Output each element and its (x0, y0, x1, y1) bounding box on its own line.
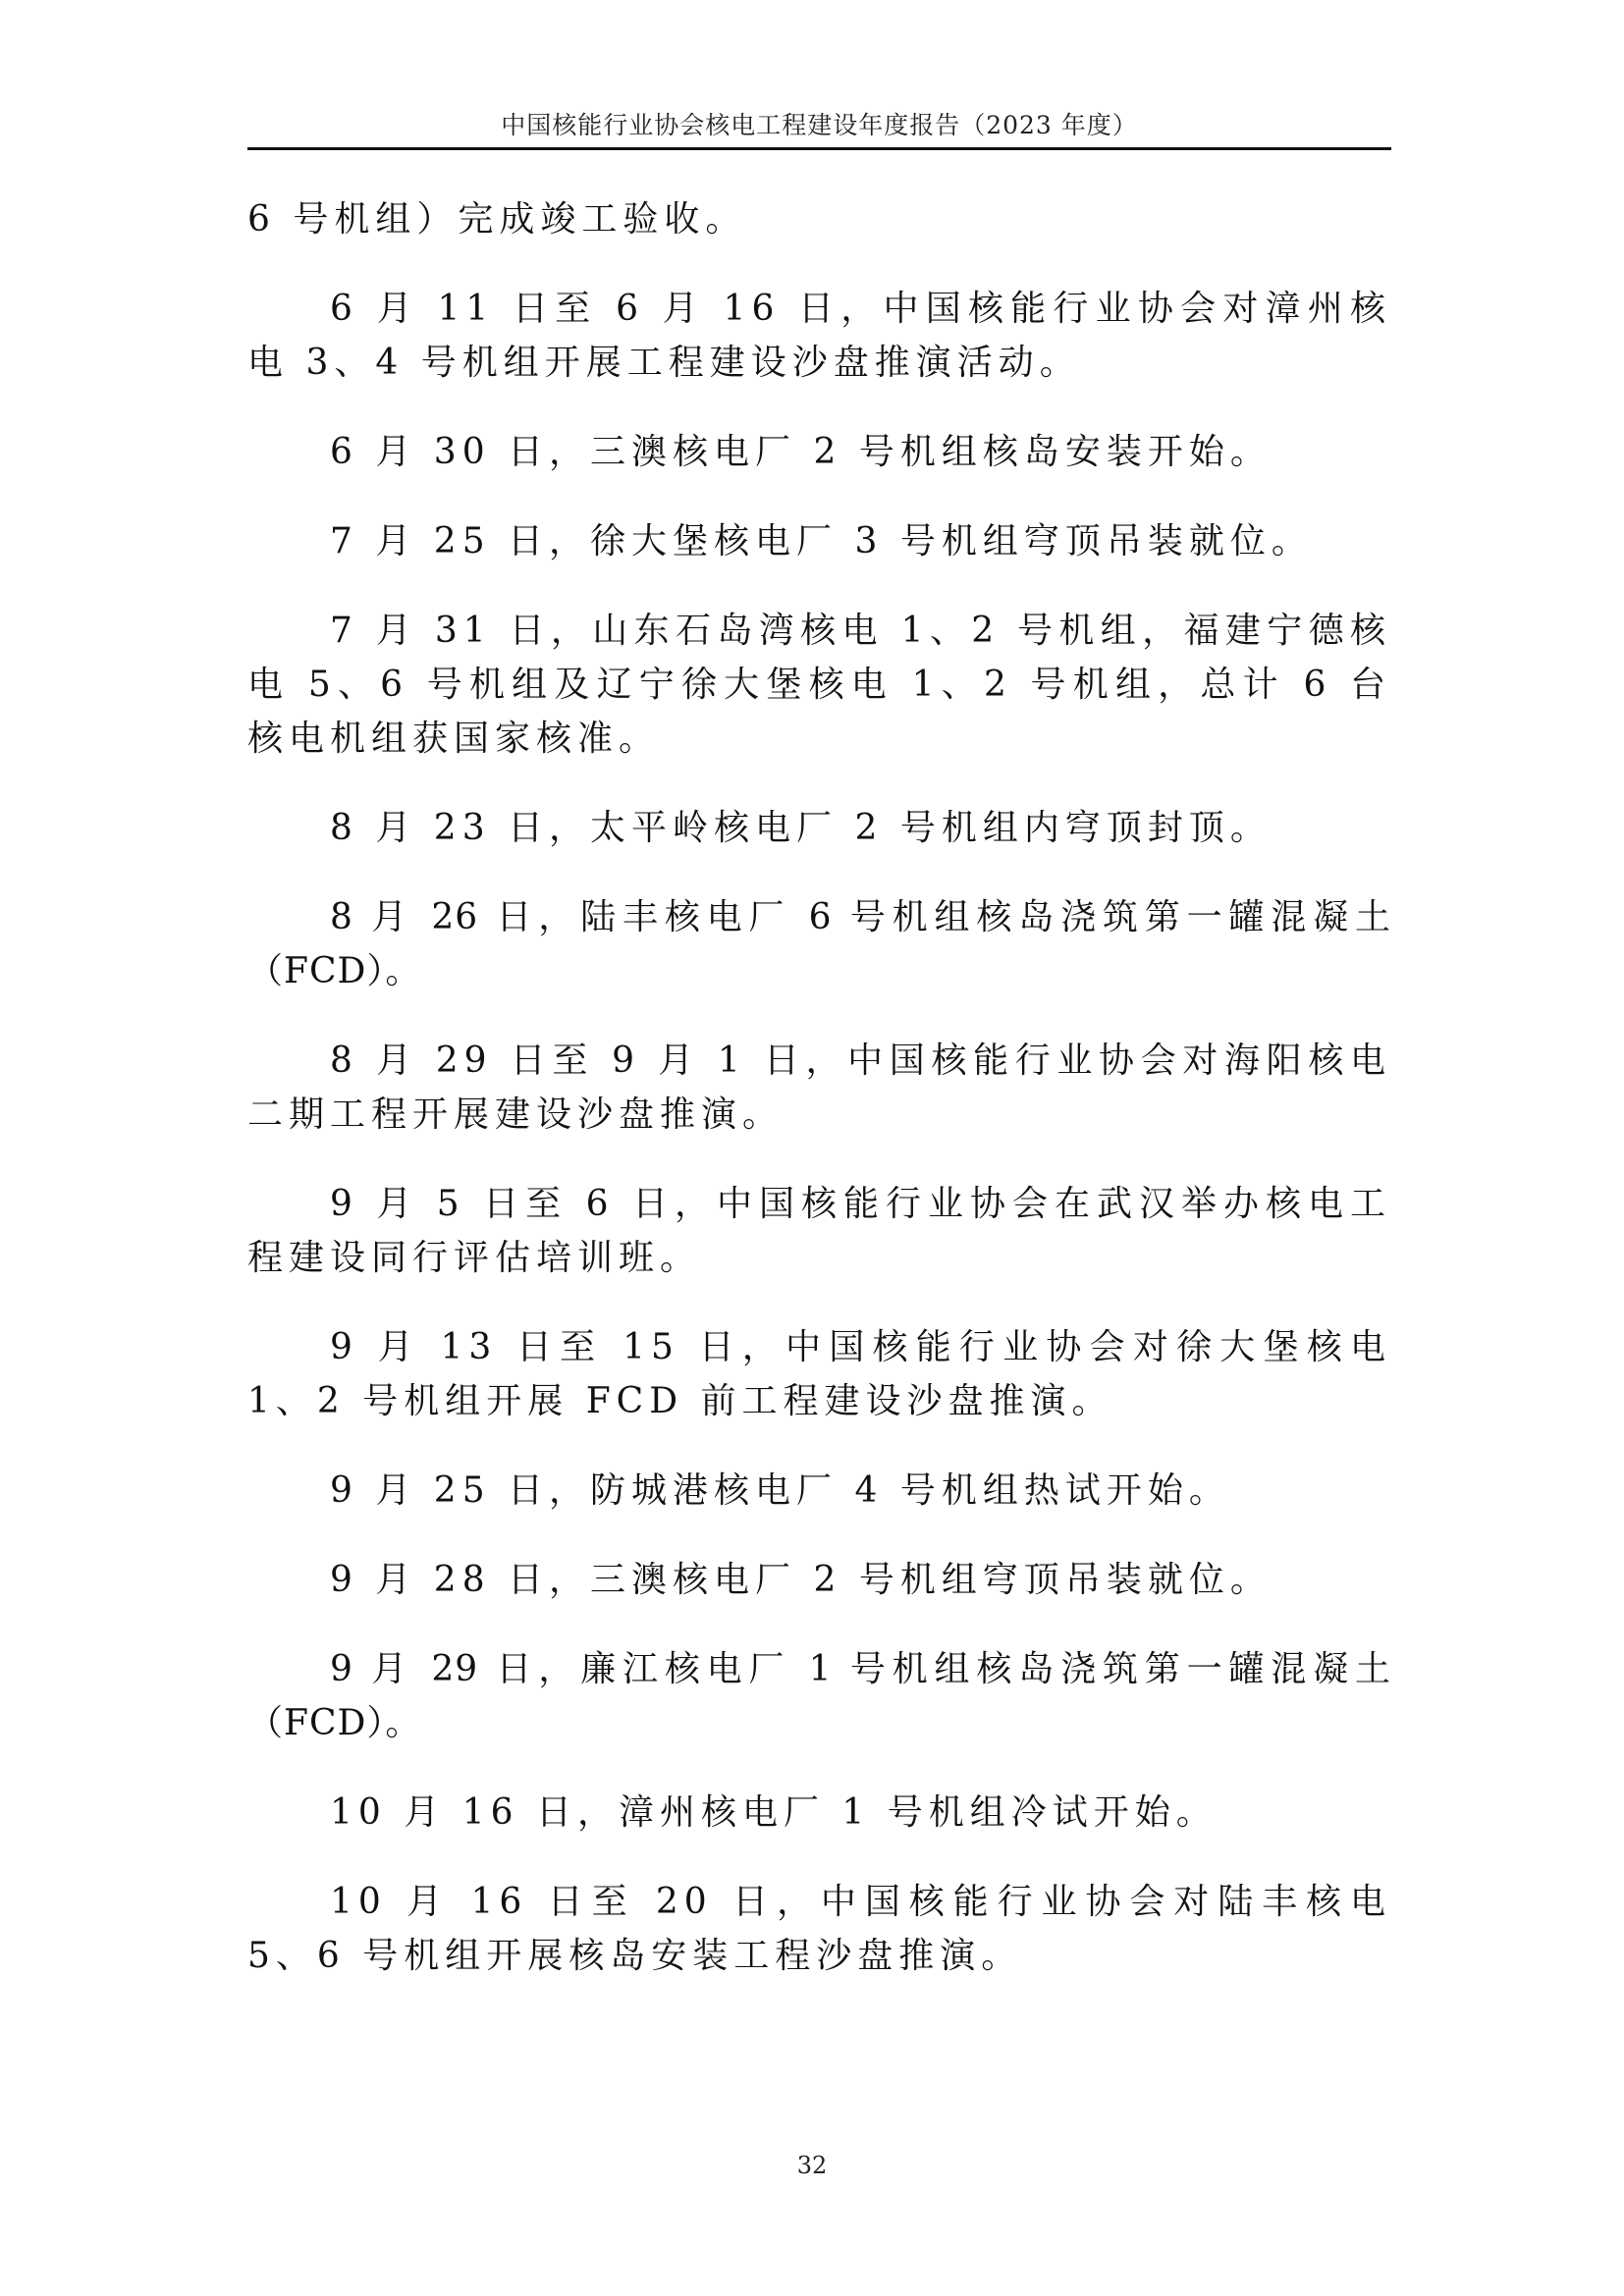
header-rule (247, 147, 1391, 150)
paragraph-event: 9 月 25 日，防城港核电厂 4 号机组热试开始。 (330, 1470, 1230, 1511)
running-header: 中国核能行业协会核电工程建设年度报告（2023 年度） (501, 111, 1138, 139)
paragraph-event: 7 月 31 日，山东石岛湾核电 1、2 号机组，福建宁德核电 5、6 号机组及辽宁徐大堡核电 1、2 号机组，总计 6 台核电机组获国家核准。 (247, 611, 1391, 759)
paragraph-event: 10 月 16 日至 20 日，中国核能行业协会对陆丰核电 5、6 号机组开展核岛安装工程沙盘推演。 (247, 1882, 1391, 1976)
paragraph-event: 9 月 28 日，三澳核电厂 2 号机组穹顶吊装就位。 (330, 1560, 1272, 1600)
paragraph-continuation: 6 号机组）完成竣工验收。 (247, 199, 747, 240)
document-body (247, 192, 1391, 2018)
paragraph-event: 9 月 5 日至 6 日，中国核能行业协会在武汉举办核电工程建设同行评估培训班。 (247, 1184, 1391, 1278)
paragraph-event: 9 月 29 日，廉江核电厂 1 号机组核岛浇筑第一罐混凝土（FCD）。 (247, 1649, 1391, 1743)
paragraph-event: 7 月 25 日，徐大堡核电厂 3 号机组穹顶吊装就位。 (330, 521, 1313, 561)
page-number: 32 (796, 2152, 828, 2179)
paragraph-event: 9 月 13 日至 15 日，中国核能行业协会对徐大堡核电 1、2 号机组开展 FCD 前工程建设沙盘推演。 (247, 1327, 1391, 1421)
paragraph-event: 8 月 26 日，陆丰核电厂 6 号机组核岛浇筑第一罐混凝土（FCD）。 (247, 897, 1391, 991)
paragraph-event: 6 月 30 日，三澳核电厂 2 号机组核岛安装开始。 (330, 432, 1272, 472)
paragraph-event: 6 月 11 日至 6 月 16 日，中国核能行业协会对漳州核电 3、4 号机组开展工程建设沙盘推演活动。 (247, 289, 1391, 383)
paragraph-event: 10 月 16 日，漳州核电厂 1 号机组冷试开始。 (330, 1792, 1218, 1833)
paragraph-event: 8 月 29 日至 9 月 1 日，中国核能行业协会对海阳核电二期工程开展建设沙盘推演。 (247, 1041, 1391, 1135)
paragraph-event: 8 月 23 日，太平岭核电厂 2 号机组内穹顶封顶。 (330, 808, 1272, 848)
